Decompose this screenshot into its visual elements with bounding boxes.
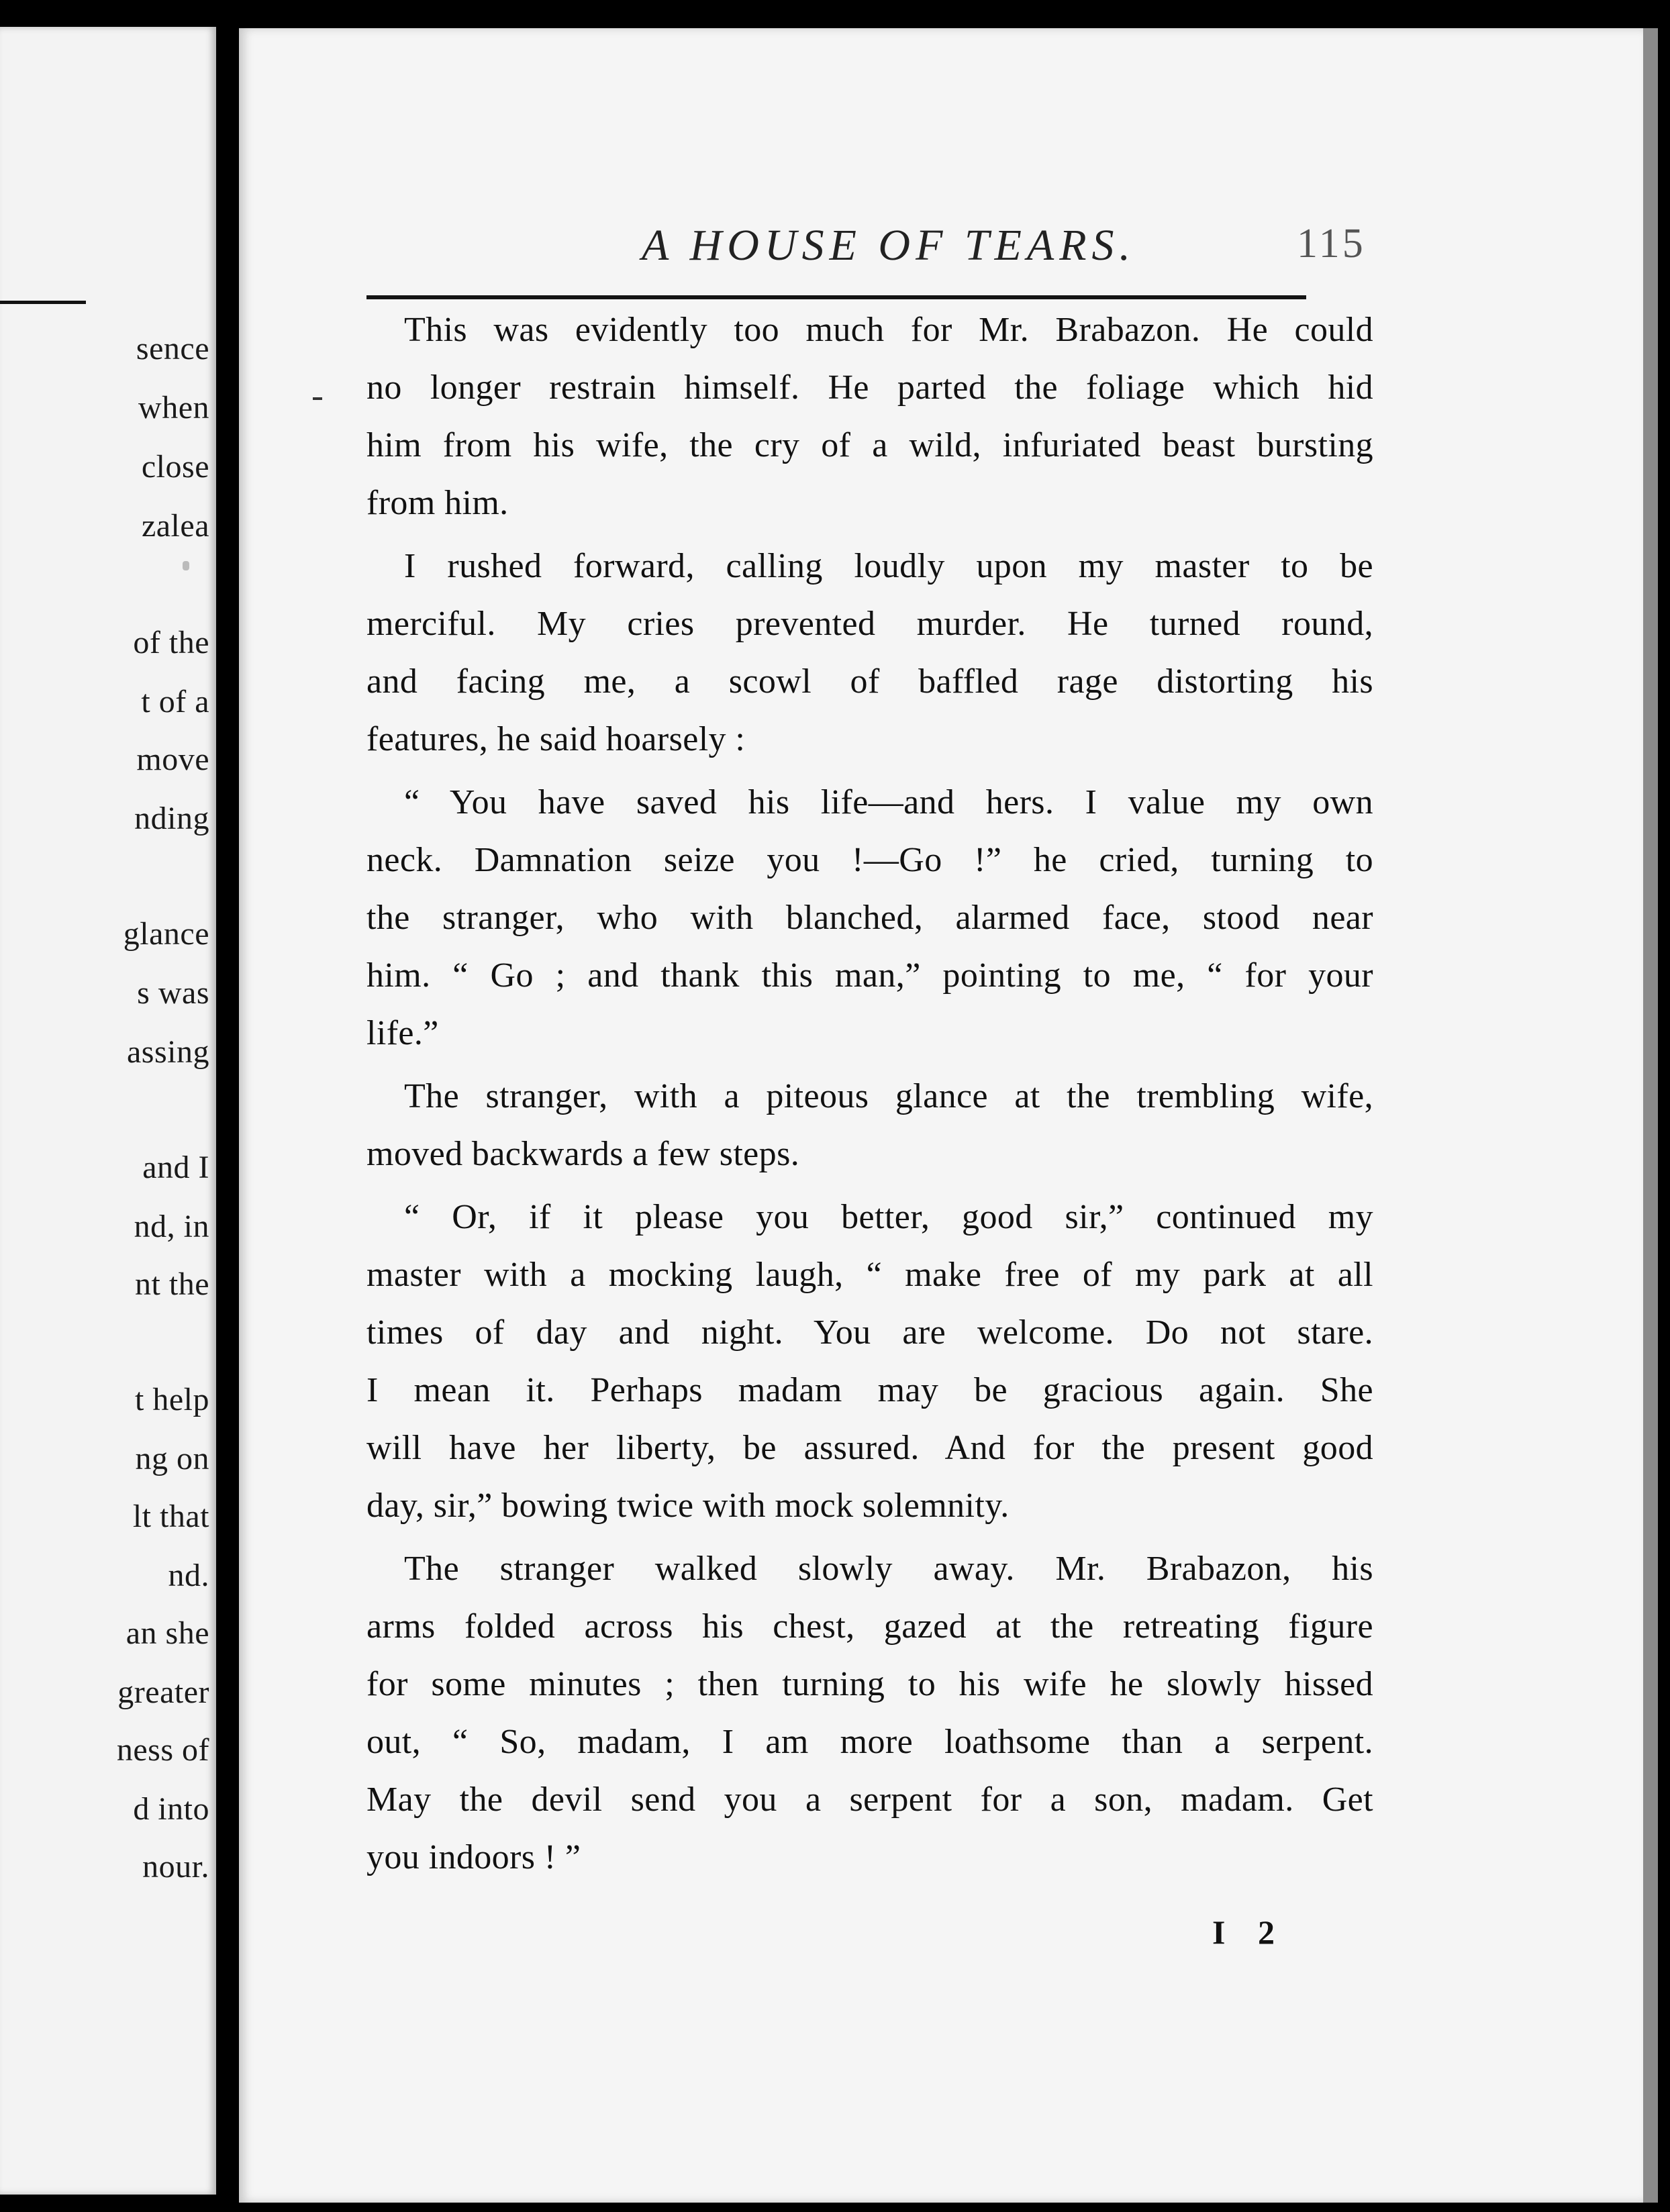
left-page-line: t of a xyxy=(141,684,209,719)
text-line: “ You have saved his life—and hers. I value my own xyxy=(404,783,1373,821)
left-page-line: ng on xyxy=(135,1441,209,1476)
header-rule xyxy=(366,295,1306,299)
text-line: no longer restrain himself. He parted the foliage which hid xyxy=(366,368,1373,407)
left-page-line: greater xyxy=(117,1674,209,1710)
text-line: merciful. My cries prevented murder. He turned round, xyxy=(366,605,1373,643)
left-page-line: when xyxy=(138,390,209,425)
left-page-line: t help xyxy=(135,1382,209,1417)
left-page-line: zalea xyxy=(141,508,209,544)
left-facing-page xyxy=(0,27,216,2195)
text-line: neck. Damnation seize you !—Go !” he cried, turning to xyxy=(366,841,1373,879)
left-page-line: s was xyxy=(137,975,209,1011)
text-line: will have her liberty, be assured. And for the present good xyxy=(366,1429,1373,1467)
left-page-line: assing xyxy=(127,1034,209,1070)
left-page-line: ness of xyxy=(116,1732,209,1768)
text-line: master with a mocking laugh, “ make free of my park at all xyxy=(366,1256,1373,1294)
text-line: May the devil send you a serpent for a son, madam. Get xyxy=(366,1780,1373,1819)
text-line: day, sir,” bowing twice with mock solemnity. xyxy=(366,1487,1010,1525)
left-page-line: nding xyxy=(134,801,209,836)
text-line: him from his wife, the cry of a wild, infuriated beast bursting xyxy=(366,426,1373,464)
text-line: moved backwards a few steps. xyxy=(366,1135,800,1173)
left-page-line: move xyxy=(136,742,209,777)
printer-signature: I 2 xyxy=(1212,1913,1287,1951)
gutter-blemish xyxy=(183,561,189,570)
page-edge xyxy=(1643,28,1658,2203)
text-line: features, he said hoarsely : xyxy=(366,720,746,758)
left-page-line: glance xyxy=(123,916,209,952)
text-line: The stranger, with a piteous glance at the trembling wife, xyxy=(404,1077,1373,1115)
left-page-line: and I xyxy=(142,1150,209,1185)
text-line: This was evidently too much for Mr. Brabazon. He could xyxy=(404,311,1373,349)
margin-mark xyxy=(313,397,322,400)
left-page-line: an she xyxy=(126,1615,209,1651)
left-page-line: nd. xyxy=(168,1558,209,1593)
left-page-line: nour. xyxy=(142,1849,209,1884)
text-line: you indoors ! ” xyxy=(366,1838,581,1876)
text-line: “ Or, if it please you better, good sir,” continued my xyxy=(404,1198,1373,1236)
page-header xyxy=(239,203,1643,283)
text-line: the stranger, who with blanched, alarmed face, stood near xyxy=(366,899,1373,937)
text-line: him. “ Go ; and thank this man,” pointing to me, “ for your xyxy=(366,956,1373,995)
text-line: for some minutes ; then turning to his wife he slowly hissed xyxy=(366,1665,1373,1703)
left-page-line: nt the xyxy=(135,1266,209,1302)
text-line: The stranger walked slowly away. Mr. Brabazon, his xyxy=(404,1550,1373,1588)
left-page-line: close xyxy=(141,449,209,485)
left-page-line: lt that xyxy=(132,1499,209,1534)
text-line: from him. xyxy=(366,484,509,522)
page-number: 115 xyxy=(1297,221,1366,266)
text-line: and facing me, a scowl of baffled rage distorting his xyxy=(366,662,1373,701)
text-line: times of day and night. You are welcome. Do not stare. xyxy=(366,1313,1373,1352)
text-line: I mean it. Perhaps madam may be gracious again. She xyxy=(366,1371,1373,1409)
left-page-rule xyxy=(0,301,86,304)
left-page-line: of the xyxy=(133,625,209,660)
left-page-line: sence xyxy=(136,331,209,366)
main-page xyxy=(239,28,1643,2203)
text-line: out, “ So, madam, I am more loathsome than a serpent. xyxy=(366,1723,1373,1761)
text-line: life.” xyxy=(366,1014,439,1052)
text-line: arms folded across his chest, gazed at the retreating figure xyxy=(366,1607,1373,1646)
text-line: I rushed forward, calling loudly upon my master to be xyxy=(404,547,1373,585)
running-title: A HOUSE OF TEARS. xyxy=(642,221,1136,270)
left-page-line: nd, in xyxy=(134,1209,209,1244)
left-page-line: d into xyxy=(133,1791,209,1827)
